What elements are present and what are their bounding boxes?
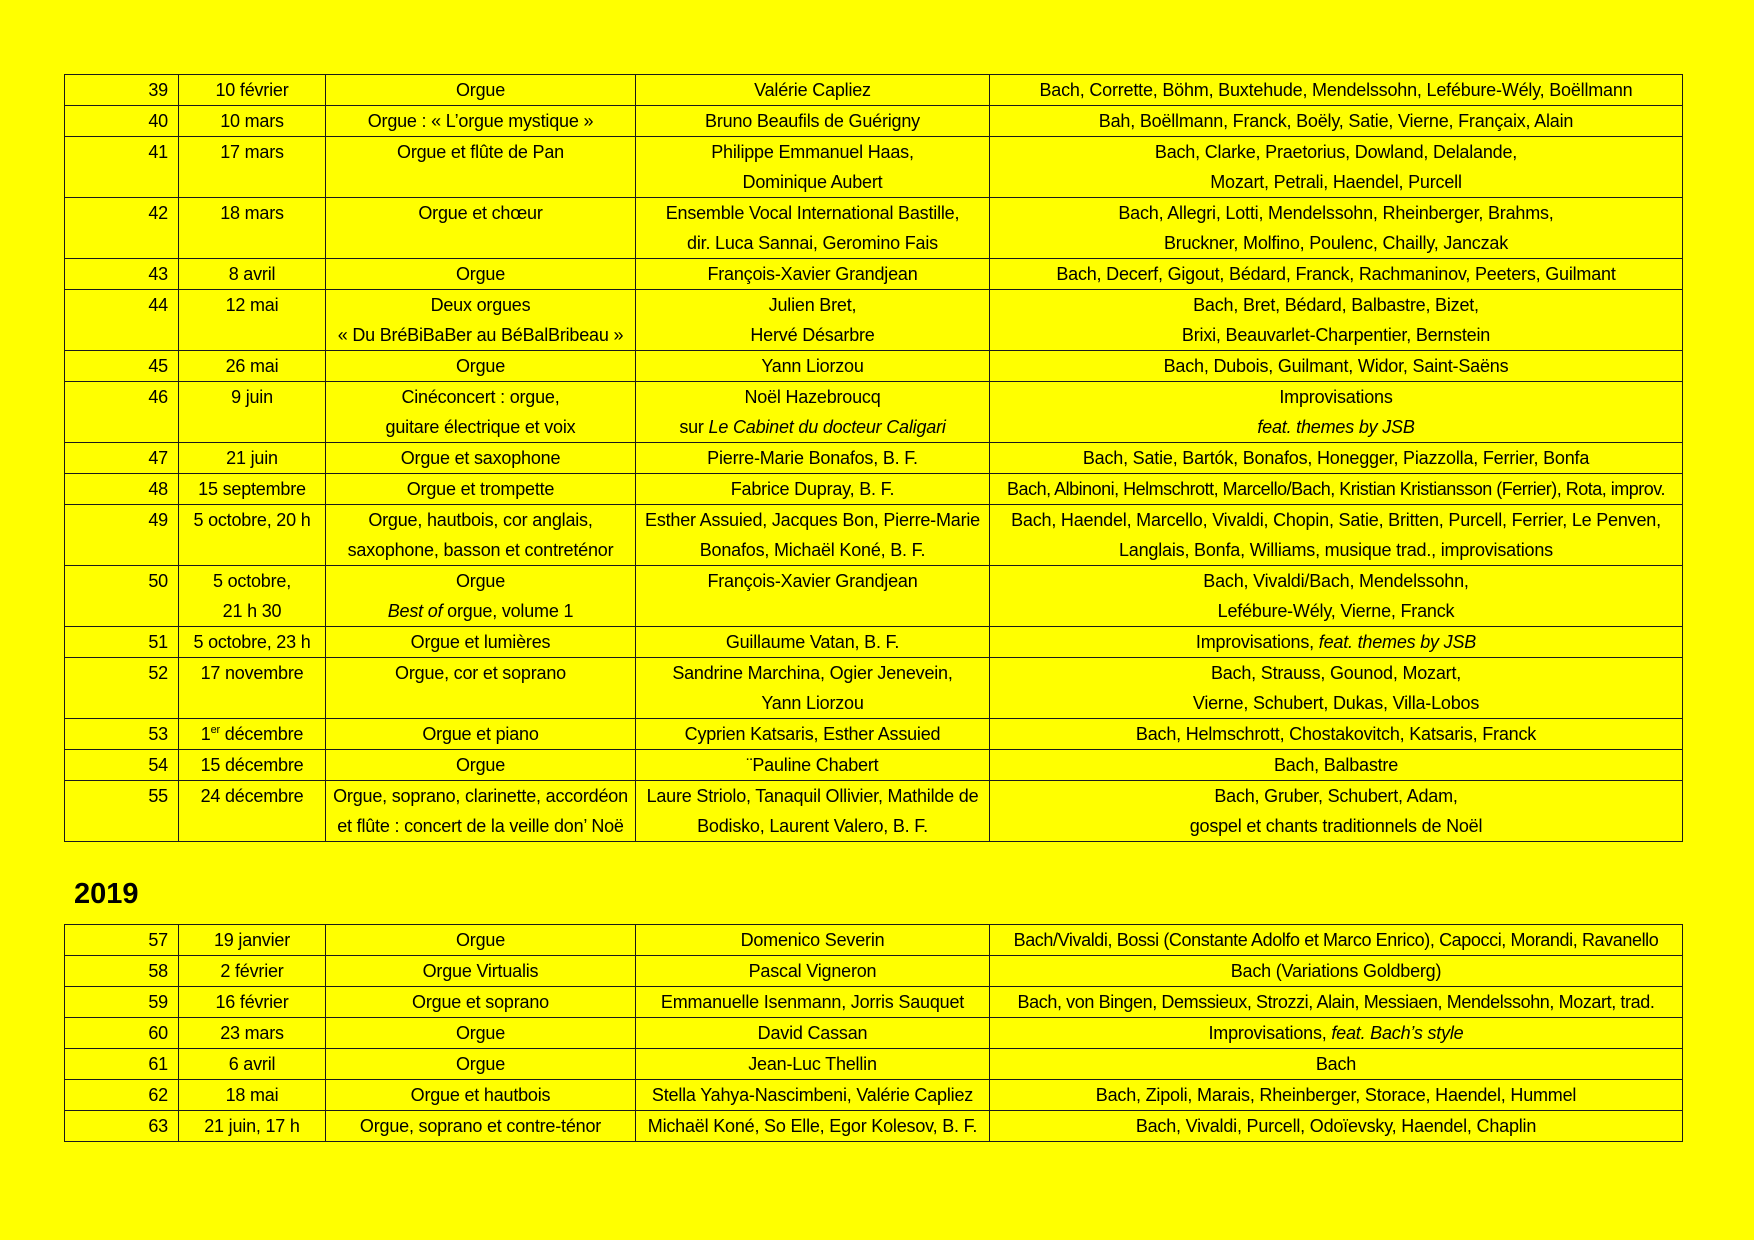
concert-type: Orgue Virtualis	[326, 956, 636, 987]
concert-date: 17 novembre	[179, 658, 326, 719]
concert-number: 51	[65, 627, 179, 658]
concert-artists	[636, 137, 990, 198]
table-row	[65, 290, 1683, 351]
concert-date: 21 juin	[179, 443, 326, 474]
concert-date: 16 février	[179, 987, 326, 1018]
table-row	[65, 1049, 1683, 1080]
concert-table-2019	[64, 924, 1683, 1142]
concert-type: Orgue et flûte de Pan	[326, 137, 636, 198]
concert-date: 2 février	[179, 956, 326, 987]
concert-number: 53	[65, 719, 179, 750]
type-line: « Du BréBiBaBer au BéBalBribeau »	[337, 325, 624, 345]
concert-artists: ¨Pauline Chabert	[636, 750, 990, 781]
concert-artists: Yann Liorzou	[636, 351, 990, 382]
concert-artists	[636, 781, 990, 842]
concert-date: 6 avril	[179, 1049, 326, 1080]
artists-line: Dominique Aubert	[742, 172, 883, 192]
concert-date: 18 mars	[179, 198, 326, 259]
date-day: 1	[200, 724, 211, 744]
concert-artists: Jean-Luc Thellin	[636, 1049, 990, 1080]
concert-artists: Michaël Koné, So Elle, Egor Kolesov, B. F.	[636, 1111, 990, 1142]
concert-number: 44	[65, 290, 179, 351]
artists-line: Philippe Emmanuel Haas,	[711, 142, 914, 162]
type-line	[329, 596, 632, 626]
type-line: saxophone, basson et contreténor	[347, 540, 614, 560]
concert-program	[990, 627, 1683, 658]
artists-line	[639, 412, 986, 442]
concert-type: Orgue	[326, 1018, 636, 1049]
concert-program	[990, 198, 1683, 259]
concert-date: 18 mai	[179, 1080, 326, 1111]
concert-table-2018	[64, 74, 1683, 842]
table-row	[65, 1018, 1683, 1049]
table-row	[65, 474, 1683, 505]
concert-artists: François-Xavier Grandjean	[636, 259, 990, 290]
concert-number: 54	[65, 750, 179, 781]
program-em: feat. Bach’s style	[1331, 1023, 1464, 1043]
concert-artists: David Cassan	[636, 1018, 990, 1049]
concert-type: Orgue et hautbois	[326, 1080, 636, 1111]
concert-type: Orgue, soprano et contre-ténor	[326, 1111, 636, 1142]
table-row	[65, 75, 1683, 106]
concert-program: Bach, Decerf, Gigout, Bédard, Franck, Rachmaninov, Peeters, Guilmant	[990, 259, 1683, 290]
concert-program: Bach/Vivaldi, Bossi (Constante Adolfo et Marco Enrico), Capocci, Morandi, Ravanello	[990, 925, 1683, 956]
concert-date: 21 juin, 17 h	[179, 1111, 326, 1142]
concert-number: 50	[65, 566, 179, 627]
concert-date	[179, 719, 326, 750]
concert-program	[990, 781, 1683, 842]
artists-line: Laure Striolo, Tanaquil Ollivier, Mathilde de	[646, 786, 979, 806]
artists-prefix: sur	[679, 417, 709, 437]
concert-date: 10 février	[179, 75, 326, 106]
concert-type	[326, 382, 636, 443]
table-row	[65, 987, 1683, 1018]
concert-date: 15 septembre	[179, 474, 326, 505]
program-line: Bruckner, Molfino, Poulenc, Chailly, Janczak	[1163, 233, 1509, 253]
concert-number: 39	[65, 75, 179, 106]
concert-date: 15 décembre	[179, 750, 326, 781]
concert-number: 55	[65, 781, 179, 842]
date-line: 5 octobre,	[212, 571, 292, 591]
concert-type: Orgue et lumières	[326, 627, 636, 658]
concert-date: 8 avril	[179, 259, 326, 290]
concert-date: 5 octobre, 23 h	[179, 627, 326, 658]
concert-program: Bach, Zipoli, Marais, Rheinberger, Storace, Haendel, Hummel	[990, 1080, 1683, 1111]
table-row	[65, 719, 1683, 750]
program-prefix: Improvisations,	[1195, 632, 1319, 652]
concert-date: 23 mars	[179, 1018, 326, 1049]
concert-program: Bah, Boëllmann, Franck, Boëly, Satie, Vierne, Françaix, Alain	[990, 106, 1683, 137]
concert-number: 60	[65, 1018, 179, 1049]
concert-program	[990, 382, 1683, 443]
type-line: Orgue, soprano, clarinette, accordéon	[333, 786, 628, 806]
program-em: feat. themes by JSB	[1318, 632, 1477, 652]
concert-artists: Bruno Beaufils de Guérigny	[636, 106, 990, 137]
program-line: feat. themes by JSB	[1257, 417, 1415, 437]
concert-number: 63	[65, 1111, 179, 1142]
concert-artists: Valérie Capliez	[636, 75, 990, 106]
concert-program	[990, 658, 1683, 719]
date-line: 21 h 30	[222, 601, 282, 621]
artists-line: Yann Liorzou	[761, 693, 864, 713]
concert-artists: Emmanuelle Isenmann, Jorris Sauquet	[636, 987, 990, 1018]
concert-type	[326, 566, 636, 627]
artists-line: Ensemble Vocal International Bastille,	[665, 203, 960, 223]
table-row	[65, 505, 1683, 566]
concert-artists: François-Xavier Grandjean	[636, 566, 990, 627]
concert-program: Bach, Corrette, Böhm, Buxtehude, Mendelssohn, Lefébure-Wély, Boëllmann	[990, 75, 1683, 106]
program-line: Langlais, Bonfa, Williams, musique trad., improvisations	[1119, 540, 1553, 560]
table-row	[65, 566, 1683, 627]
table-row	[65, 781, 1683, 842]
concert-number: 42	[65, 198, 179, 259]
concert-date: 5 octobre, 20 h	[179, 505, 326, 566]
program-line: Bach, Gruber, Schubert, Adam,	[1214, 786, 1458, 806]
artists-line: Bonafos, Michaël Koné, B. F.	[699, 540, 926, 560]
concert-program: Bach (Variations Goldberg)	[990, 956, 1683, 987]
table-row	[65, 1080, 1683, 1111]
concert-artists: Pierre-Marie Bonafos, B. F.	[636, 443, 990, 474]
concert-type: Orgue, cor et soprano	[326, 658, 636, 719]
concert-number: 61	[65, 1049, 179, 1080]
program-line: Bach, Strauss, Gounod, Mozart,	[1210, 663, 1462, 683]
type-line: Orgue, hautbois, cor anglais,	[368, 510, 593, 530]
concert-number: 47	[65, 443, 179, 474]
type-line: Deux orgues	[430, 295, 531, 315]
table-row	[65, 1111, 1683, 1142]
concert-artists	[636, 382, 990, 443]
concert-program: Bach, Balbastre	[990, 750, 1683, 781]
concert-program: Bach, Helmschrott, Chostakovitch, Katsaris, Franck	[990, 719, 1683, 750]
concert-artists: Fabrice Dupray, B. F.	[636, 474, 990, 505]
concert-program: Bach	[990, 1049, 1683, 1080]
concert-number: 57	[65, 925, 179, 956]
table-row	[65, 382, 1683, 443]
artists-line: dir. Luca Sannai, Geromino Fais	[687, 233, 938, 253]
concert-artists: Pascal Vigneron	[636, 956, 990, 987]
concert-type	[326, 505, 636, 566]
concert-artists: Guillaume Vatan, B. F.	[636, 627, 990, 658]
program-line: Bach, Allegri, Lotti, Mendelssohn, Rheinberger, Brahms,	[1118, 203, 1554, 223]
concert-artists: Stella Yahya-Nascimbeni, Valérie Capliez	[636, 1080, 990, 1111]
artists-line: Esther Assuied, Jacques Bon, Pierre-Marie	[645, 510, 980, 530]
concert-type: Orgue et piano	[326, 719, 636, 750]
table-row	[65, 106, 1683, 137]
artists-line: Bodisko, Laurent Valero, B. F.	[697, 816, 928, 836]
concert-program: Bach, von Bingen, Demssieux, Strozzi, Alain, Messiaen, Mendelssohn, Mozart, trad.	[990, 987, 1683, 1018]
concert-number: 40	[65, 106, 179, 137]
concert-number: 58	[65, 956, 179, 987]
concert-program: Bach, Albinoni, Helmschrott, Marcello/Bach, Kristian Kristiansson (Ferrier), Rota, improv.	[990, 474, 1683, 505]
concert-artists: Domenico Severin	[636, 925, 990, 956]
type-rest: orgue, volume 1	[442, 601, 574, 621]
concert-date: 17 mars	[179, 137, 326, 198]
program-prefix: Improvisations,	[1208, 1023, 1332, 1043]
table-row	[65, 925, 1683, 956]
concert-number: 43	[65, 259, 179, 290]
type-em: Best of	[387, 601, 443, 621]
program-line: Lefébure-Wély, Vierne, Franck	[1217, 601, 1455, 621]
concert-number: 52	[65, 658, 179, 719]
program-line: Mozart, Petrali, Haendel, Purcell	[1210, 172, 1462, 192]
concert-type	[326, 781, 636, 842]
concert-date: 19 janvier	[179, 925, 326, 956]
concert-number: 49	[65, 505, 179, 566]
type-line: Orgue	[455, 571, 506, 591]
concert-type: Orgue et saxophone	[326, 443, 636, 474]
concert-program: Bach, Satie, Bartók, Bonafos, Honegger, Piazzolla, Ferrier, Bonfa	[990, 443, 1683, 474]
table-row	[65, 259, 1683, 290]
concert-date: 12 mai	[179, 290, 326, 351]
concert-type: Orgue : « L’orgue mystique »	[326, 106, 636, 137]
concert-artists	[636, 198, 990, 259]
table-row	[65, 658, 1683, 719]
concert-program	[990, 137, 1683, 198]
concert-artists: Cyprien Katsaris, Esther Assuied	[636, 719, 990, 750]
concert-type: Orgue	[326, 75, 636, 106]
program-line: Brixi, Beauvarlet-Charpentier, Bernstein	[1181, 325, 1491, 345]
date-month: décembre	[219, 724, 304, 744]
concert-type: Orgue	[326, 1049, 636, 1080]
table-row	[65, 750, 1683, 781]
concert-type: Orgue	[326, 351, 636, 382]
artists-line: Hervé Désarbre	[750, 325, 875, 345]
concert-number: 46	[65, 382, 179, 443]
type-line: Cinéconcert : orgue,	[401, 387, 560, 407]
concert-artists	[636, 505, 990, 566]
table-row	[65, 956, 1683, 987]
concert-number: 62	[65, 1080, 179, 1111]
concert-type: Orgue	[326, 925, 636, 956]
type-line: et flûte : concert de la veille don’ Noë	[337, 816, 624, 836]
program-line: Vierne, Schubert, Dukas, Villa-Lobos	[1192, 693, 1480, 713]
concert-program	[990, 566, 1683, 627]
table-row	[65, 351, 1683, 382]
table-row	[65, 198, 1683, 259]
table-row	[65, 137, 1683, 198]
program-line: Improvisations	[1279, 387, 1393, 407]
concert-number: 45	[65, 351, 179, 382]
program-line: Bach, Bret, Bédard, Balbastre, Bizet,	[1193, 295, 1479, 315]
concert-number: 59	[65, 987, 179, 1018]
program-line: Bach, Haendel, Marcello, Vivaldi, Chopin, Satie, Britten, Purcell, Ferrier, Le Penven,	[1011, 510, 1661, 530]
concert-number: 48	[65, 474, 179, 505]
concert-type: Orgue	[326, 750, 636, 781]
concert-type: Orgue et trompette	[326, 474, 636, 505]
date-ordinal: er	[210, 724, 220, 736]
artists-line: Julien Bret,	[768, 295, 857, 315]
concert-program	[990, 290, 1683, 351]
concert-date: 9 juin	[179, 382, 326, 443]
table-row	[65, 443, 1683, 474]
program-line: Bach, Clarke, Praetorius, Dowland, Delalande,	[1154, 142, 1518, 162]
concert-program: Bach, Dubois, Guilmant, Widor, Saint-Saëns	[990, 351, 1683, 382]
concert-date: 24 décembre	[179, 781, 326, 842]
program-line: gospel et chants traditionnels de Noël	[1189, 816, 1483, 836]
type-line: guitare électrique et voix	[385, 417, 576, 437]
program-line: Bach, Vivaldi/Bach, Mendelssohn,	[1203, 571, 1469, 591]
artists-line: Noël Hazebroucq	[744, 387, 881, 407]
concert-number: 41	[65, 137, 179, 198]
concert-artists	[636, 290, 990, 351]
concert-date	[179, 566, 326, 627]
concert-type	[326, 290, 636, 351]
concert-type: Orgue et soprano	[326, 987, 636, 1018]
film-title: Le Cabinet du docteur Caligari	[708, 417, 946, 437]
artists-line: Sandrine Marchina, Ogier Jenevein,	[672, 663, 953, 683]
year-heading-2019: 2019	[74, 878, 139, 910]
concert-date: 10 mars	[179, 106, 326, 137]
concert-program	[990, 505, 1683, 566]
table-row	[65, 627, 1683, 658]
concert-program	[990, 1018, 1683, 1049]
concert-program: Bach, Vivaldi, Purcell, Odoïevsky, Haendel, Chaplin	[990, 1111, 1683, 1142]
concert-date: 26 mai	[179, 351, 326, 382]
concert-artists	[636, 658, 990, 719]
concert-type: Orgue	[326, 259, 636, 290]
concert-type: Orgue et chœur	[326, 198, 636, 259]
